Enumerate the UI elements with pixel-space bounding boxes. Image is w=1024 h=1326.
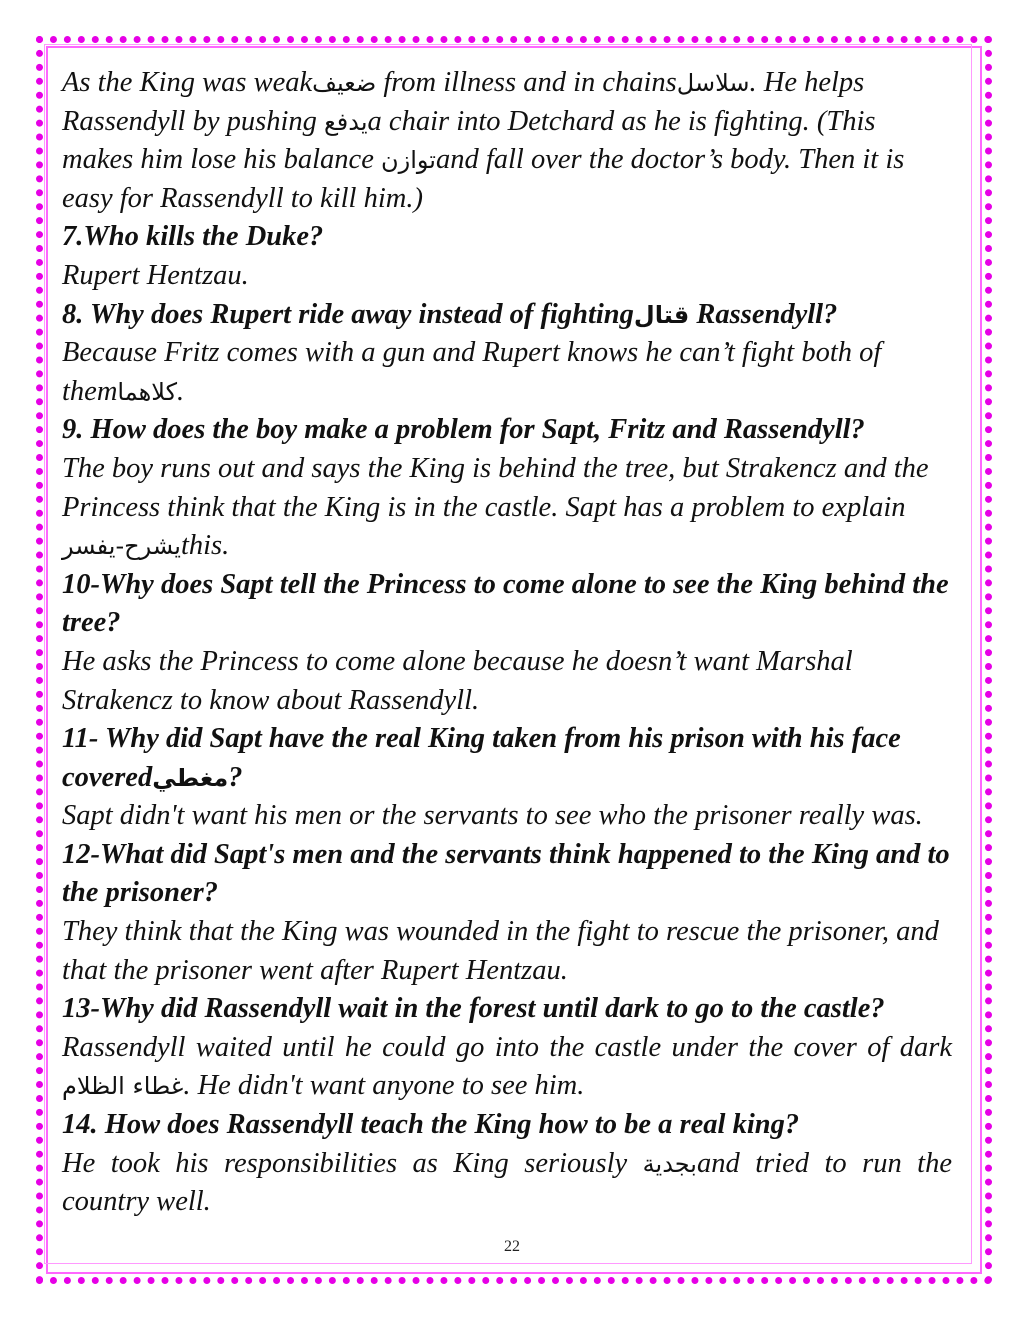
question-12: 12-What did Sapt's men and the servants think happened to the King and to the prisoner?: [62, 838, 950, 909]
answer-12: They think that the King was wounded in the fight to rescue the prisoner, and that the prisoner went after Rupert Hentzau.: [62, 916, 939, 986]
answer-14-text-2: and tried to run the country well.: [62, 1147, 952, 1218]
answer-9: [62, 450, 952, 566]
answer-9-text-2: this.: [180, 530, 230, 562]
arabic-gloss-cover-of-dark: غطاء الظلام: [62, 1072, 184, 1101]
intro-text-2: from illness and in chains: [376, 67, 677, 98]
arabic-gloss-chains: سلاسل: [676, 69, 750, 97]
intro-text-5: and fall over the doctor’s body. Then it is easy for Rassendyll to kill him.): [62, 144, 905, 214]
arabic-gloss-weak: ضعيف: [312, 69, 377, 97]
question-10: 10-Why does Sapt tell the Princess to come alone to see the King behind the tree?: [62, 568, 949, 639]
question-11: [62, 720, 952, 797]
answer-7: Rupert Hentzau.: [62, 259, 249, 291]
answer-11: Sapt didn't want his men or the servants to see who the prisoner really was.: [62, 800, 923, 832]
question-7: 7.Who kills the Duke?: [62, 221, 324, 253]
question-14: 14. How does Rassendyll teach the King how to be a real king?: [62, 1109, 800, 1141]
answer-8-text-1: Because Fritz comes with a gun and Rupert knows he can’t fight both of them: [62, 337, 882, 407]
question-8-text-2: Rassendyll?: [689, 298, 838, 330]
question-9: 9. How does the boy make a problem for Sapt, Fritz and Rassendyll?: [62, 414, 865, 446]
arabic-gloss-both: كلاهما: [117, 377, 177, 406]
page-content: [62, 64, 952, 1222]
answer-13-text-1: Rassendyll waited until he could go into the castle under the cover of dark: [62, 1031, 952, 1063]
arabic-gloss-pushing: يدفع: [324, 107, 368, 136]
page-number: 22: [504, 1238, 520, 1255]
question-11-text-1: 11- Why did Sapt have the real King taken from his prison with his face covered: [62, 723, 901, 793]
answer-10: He asks the Princess to come alone because he doesn’t want Marshal Strakencz to know about Rassendyll.: [62, 645, 853, 716]
answer-8: [62, 334, 952, 411]
question-13: 13-Why did Rassendyll wait in the forest until dark to go to the castle?: [62, 993, 885, 1025]
question-8-text-1: 8. Why does Rupert ride away instead of fighting: [62, 298, 634, 330]
arabic-gloss-fighting: قتال: [633, 300, 690, 329]
answer-14-text-1: He took his responsibilities as King seriously: [62, 1147, 643, 1179]
intro-text-4: a chair into Detchard as he is fighting. (This makes him lose his balance: [62, 105, 876, 176]
answer-13: [62, 1029, 952, 1106]
arabic-gloss-balance: توازن: [380, 146, 436, 175]
arabic-gloss-explain: يشرح-يفسر: [62, 532, 181, 561]
answer-8-text-2: .: [177, 375, 185, 407]
answer-13-text-2: . He didn't want anyone to see him.: [183, 1070, 585, 1102]
intro-paragraph: [62, 64, 952, 218]
question-8: [62, 296, 952, 335]
arabic-gloss-seriously: بجدية: [642, 1149, 697, 1178]
answer-14: [62, 1145, 952, 1222]
answer-9-text-1: The boy runs out and says the King is behind the tree, but Strakencz and the Princess think that the King is in the castle. Sapt has a problem to explain: [62, 452, 929, 523]
question-11-text-2: ?: [228, 761, 243, 793]
arabic-gloss-covered: مغطي: [152, 763, 229, 792]
intro-text-1: As the King was weak: [62, 67, 313, 98]
intro-text-3: . He helps Rassendyll by pushing: [62, 67, 865, 137]
